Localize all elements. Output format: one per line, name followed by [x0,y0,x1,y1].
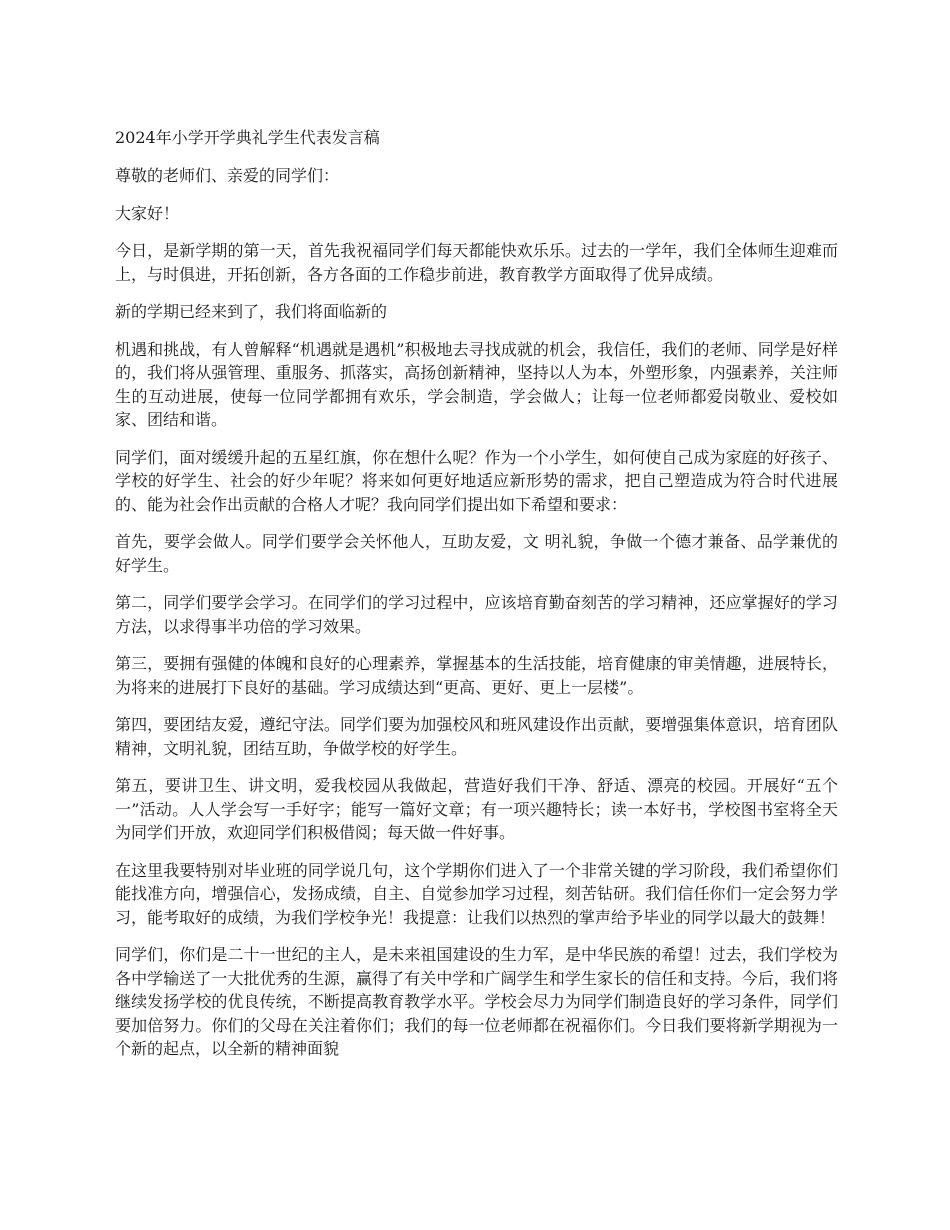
paragraph-opening: 今日，是新学期的第一天，首先我祝福同学们每天都能快欢乐乐。过去的一学年，我们全体师生迎难而上，与时俱进，开拓创新，各方各面的工作稳步前进，教育教学方面取得了优异成绩。 [115,241,838,284]
document-title: 2024年小学开学典礼学生代表发言稿 [115,128,380,147]
paragraph-second: 第二，同学们要学会学习。在同学们的学习过程中，应该培育勤奋刻苦的学习精神，还应掌握好的学习方法，以求得事半功倍的学习效果。 [115,593,838,636]
paragraph-fifth: 第五，要讲卫生、讲文明，爱我校园从我做起，营造好我们干净、舒适、漂亮的校园。开展好“五个一”活动。人人学会写一手好字；能写一篇好文章；有一项兴趣特长；读一本好书，学校图书室将全天为同学们开放，欢迎同学们积极借阅；每天做一件好事。 [115,776,838,842]
paragraph-greeting: 大家好！ [115,203,180,223]
paragraph-first: 首先，要学会做人。同学们要学会关怀他人，互助友爱，文 明礼貌，争做一个德才兼备、品学兼优的好学生。 [115,532,838,575]
paragraph-salutation: 尊敬的老师们、亲爱的同学们： [115,166,340,185]
paragraph-opportunities: 机遇和挑战，有人曾解释“机遇就是遇机”积极地去寻找成就的机会，我信任，我们的老师、同学是好样的，我们将从强管理、重服务、抓落实，高扬创新精神，坚持以人为本，外塑形象，内强素养，关注师生的互动进展，使每一位同学都拥有欢乐，学会制造，学会做人；让每一位老师都爱岗敬业、爱校如家、团结和谐。 [115,339,838,429]
paragraph-future: 同学们，你们是二十一世纪的主人，是未来祖国建设的生力军，是中华民族的希望！过去，我们学校为各中学输送了一大批优秀的生源，赢得了有关中学和广阔学生和学生家长的信任和支持。今后，我们将继续发扬学校的优良传统，不断提高教育教学水平。学校会尽力为同学们制造良好的学习条件，同学们要加倍努力。你们的父母在关注着你们；我们的每一位老师都在祝福你们。今日我们要将新学期视为一个新的起点，以全新的精神面貌 [115,945,838,1058]
paragraph-new-semester: 新的学期已经来到了，我们将面临新的 [115,302,388,321]
paragraph-third: 第三，要拥有强健的体魄和良好的心理素养，掌握基本的生活技能，培育健康的审美情趣，进展特长，为将来的进展打下良好的基础。学习成绩达到“更高、更好、更上一层楼”。 [115,654,838,697]
paragraph-graduates: 在这里我要特别对毕业班的同学说几句，这个学期你们进入了一个非常关键的学习阶段，我们希望你们能找准方向，增强信心，发扬成绩，自主、自觉参加学习过程，刻苦钻研。我们信任你们一定会努力学习，能考取好的成绩，为我们学校争光！我提意：让我们以热烈的掌声给予毕业的同学以最大的鼓舞！ [115,860,838,927]
paragraph-flag: 同学们，面对缓缓升起的五星红旗，你在想什么呢？作为一个小学生，如何使自己成为家庭的好孩子、学校的好学生、社会的好少年呢？将来如何更好地适应新形势的需求，把自己塑造成为符合时代进展的、能为社会作出贡献的合格人才呢？我向同学们提出如下希望和要求： [115,447,838,514]
paragraph-fourth: 第四，要团结友爱，遵纪守法。同学们要为加强校风和班风建设作出贡献，要增强集体意识，培育团队精神，文明礼貌，团结互助，争做学校的好学生。 [115,715,838,758]
